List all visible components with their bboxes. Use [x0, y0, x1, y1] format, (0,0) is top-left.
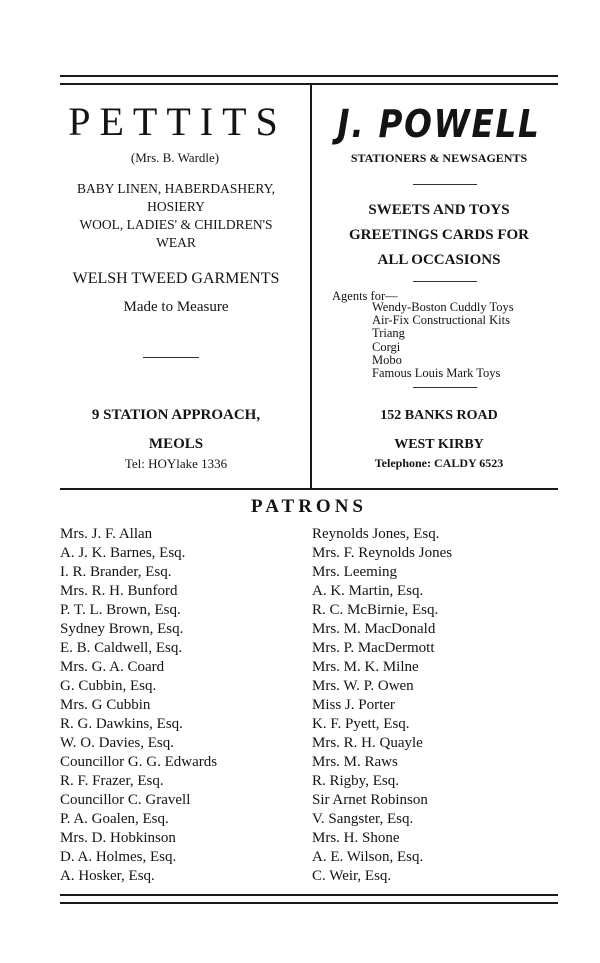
patrons-list-right	[312, 525, 452, 886]
patron-name: Councillor G. G. Edwards	[60, 754, 218, 770]
patron-name: A. K. Martin, Esq.	[312, 583, 424, 599]
middle-rule	[60, 488, 558, 490]
powell-heading-line: ALL OCCASIONS	[377, 252, 501, 268]
pettits-tweed: WELSH TWEED GARMENTS	[72, 270, 280, 287]
patron-name: R. F. Frazer, Esq.	[60, 773, 164, 789]
pettits-address	[58, 401, 294, 459]
powell-agents-list	[372, 301, 514, 380]
pettits-telephone: Tel: HOYlake 1336	[124, 456, 228, 471]
patron-name: Mrs. W. P. Owen	[312, 678, 414, 694]
powell-address-line: WEST KIRBY	[394, 437, 484, 452]
powell-subtitle: STATIONERS & NEWSAGENTS	[350, 151, 528, 165]
patron-name: Mrs. J. F. Allan	[60, 526, 153, 542]
pettits-address-line: 9 STATION APPROACH,	[91, 407, 261, 423]
patron-name: E. B. Caldwell, Esq.	[60, 640, 183, 656]
patron-name: Mrs. R. H. Bunford	[60, 583, 178, 599]
patron-name: G. Cubbin, Esq.	[60, 678, 157, 694]
patron-name: D. A. Holmes, Esq.	[60, 849, 177, 865]
patron-name: Mrs. M. MacDonald	[312, 621, 436, 637]
patron-name: W. O. Davies, Esq.	[60, 735, 175, 751]
patron-name: R. C. McBirnie, Esq.	[312, 602, 439, 618]
powell-headings	[320, 198, 558, 273]
patron-name: Mrs. G Cubbin	[60, 697, 151, 713]
patron-name: Miss J. Porter	[312, 697, 395, 713]
patron-name: P. A. Goalen, Esq.	[60, 811, 169, 827]
agent-item: Mobo	[372, 352, 402, 367]
patron-name: P. T. L. Brown, Esq.	[60, 602, 181, 618]
patron-name: Mrs. G. A. Coard	[60, 659, 165, 675]
patron-name: Reynolds Jones, Esq.	[312, 526, 440, 542]
powell-separator	[413, 387, 477, 388]
patron-name: Mrs. M. Raws	[312, 754, 398, 770]
bottom-rule-second	[60, 902, 558, 904]
pettits-address-line: MEOLS	[148, 436, 204, 452]
powell-title: J. POWELL	[337, 102, 541, 146]
patron-name: Mrs. D. Hobkinson	[60, 830, 176, 846]
patron-name: A. E. Wilson, Esq.	[312, 849, 424, 865]
agent-item: Corgi	[372, 339, 401, 354]
powell-agents-label: Agents for—	[332, 289, 398, 303]
patron-name: V. Sangster, Esq.	[312, 811, 414, 827]
top-rule-second	[60, 83, 558, 85]
top-rule	[60, 75, 558, 77]
powell-separator	[413, 184, 477, 185]
patron-name: Mrs. F. Reynolds Jones	[312, 545, 453, 561]
patron-name: Mrs. Leeming	[312, 564, 397, 580]
patrons-list-left	[60, 525, 217, 886]
pettits-owner: (Mrs. B. Wardle)	[130, 150, 220, 165]
powell-heading-line: SWEETS AND TOYS	[368, 202, 510, 218]
pettits-product-line: WOOL, LADIES' & CHILDREN'S	[79, 217, 273, 232]
powell-separator	[413, 281, 477, 282]
pettits-measure: Made to Measure	[123, 299, 229, 315]
patron-name: I. R. Brander, Esq.	[60, 564, 172, 580]
patron-name: A. J. K. Barnes, Esq.	[60, 545, 186, 561]
patron-name: R. G. Dawkins, Esq.	[60, 716, 183, 732]
powell-address-line: 152 BANKS ROAD	[380, 408, 498, 423]
pettits-product-line: WEAR	[156, 235, 196, 250]
pettits-separator	[143, 357, 199, 358]
patron-name: R. Rigby, Esq.	[312, 773, 399, 789]
patron-name: Mrs. R. H. Quayle	[312, 735, 423, 751]
bottom-rule	[60, 894, 558, 896]
agent-item: Wendy-Boston Cuddly Toys	[372, 300, 514, 314]
patrons-heading: PATRONS	[251, 496, 367, 517]
patron-name: C. Weir, Esq.	[312, 868, 392, 884]
pettits-product-line: HOSIERY	[147, 199, 205, 214]
patron-name: Mrs. H. Shone	[312, 830, 400, 846]
pettits-title: PETTITS	[68, 99, 287, 144]
powell-heading-line: GREETINGS CARDS FOR	[348, 227, 530, 243]
patron-name: Mrs. P. MacDermott	[312, 640, 435, 656]
powell-telephone: Telephone: CALDY 6523	[374, 456, 504, 470]
powell-address	[320, 401, 558, 459]
pettits-product-line: BABY LINEN, HABERDASHERY,	[76, 181, 276, 196]
pettits-products	[58, 180, 294, 252]
column-divider	[310, 85, 312, 488]
agent-item: Famous Louis Mark Toys	[372, 366, 501, 381]
patron-name: Councillor C. Gravell	[60, 792, 191, 808]
patron-name: Mrs. M. K. Milne	[312, 659, 419, 675]
agent-item: Air-Fix Constructional Kits	[372, 313, 510, 328]
patron-name: Sydney Brown, Esq.	[60, 621, 184, 637]
patron-name: K. F. Pyett, Esq.	[312, 716, 410, 732]
patron-name: Sir Arnet Robinson	[312, 792, 428, 808]
agent-item: Triang	[372, 326, 405, 341]
patron-name: A. Hosker, Esq.	[60, 868, 155, 884]
